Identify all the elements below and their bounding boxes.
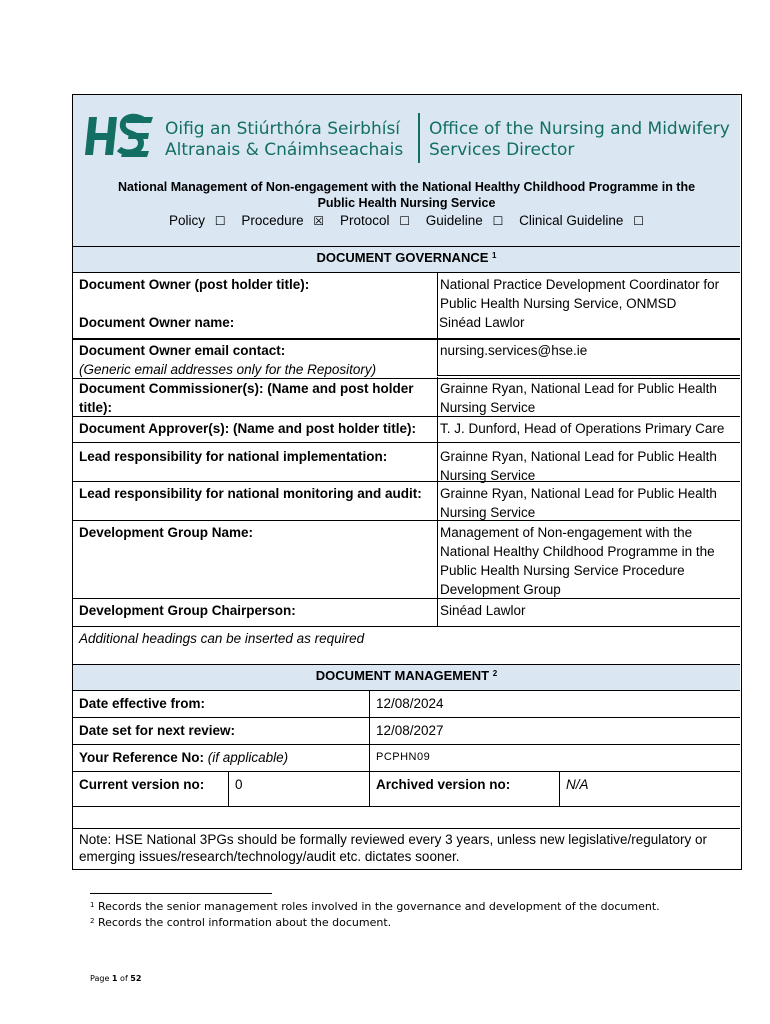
governance-row: Lead responsibility for national implementation: Grainne Ryan, National Lead for Public Health Nursing Service <box>73 443 740 482</box>
governance-heading: DOCUMENT GOVERNANCE $^1$ <box>73 247 740 273</box>
review-note: Note: HSE National 3PGs should be formally reviewed every 3 years, unless new legislative/regulatory or emerging issues/research/technology/audit etc. dictates sooner. <box>79 832 708 864</box>
governance-row: Development Group Chairperson: Sinéad Lawlor <box>73 599 740 627</box>
next-review-row: Date set for next review: 12/08/2027 <box>73 718 740 745</box>
date-effective-row: Date effective from: 12/08/2024 <box>73 691 740 718</box>
page-number: Page 1 of 52 <box>90 974 142 983</box>
document-title: National Management of Non-engagement with the National Healthy Childhood Programme in the Public Health Nursing Service <box>117 180 696 210</box>
governance-row: Development Group Name: Management of Non-engagement with the National Healthy Childhood Programme in the Public Health Nursing Service Procedure Development Group <box>73 521 740 599</box>
footnote-divider <box>90 893 272 894</box>
procedure-checkbox: ☒ <box>313 214 325 228</box>
type-protocol: Protocol ☐ <box>339 213 410 228</box>
blank-row <box>73 807 740 829</box>
version-row: Current version no: 0 Archived version no: N/A <box>73 772 740 807</box>
governance-row: Lead responsibility for national monitoring and audit: Grainne Ryan, National Lead for Public Health Nursing Service <box>73 482 740 521</box>
governance-row: Document Commissioner(s): (Name and post holder title): Grainne Ryan, National Lead for Public Health Nursing Service <box>73 377 740 417</box>
logo-divider <box>418 113 420 163</box>
governance-row: Document Approver(s): (Name and post holder title): T. J. Dunford, Head of Operations Primary Care <box>73 417 740 443</box>
type-procedure: Procedure ☒ <box>241 213 325 228</box>
governance-row: Document Owner (post holder title): National Practice Development Coordinator for Public Health Nursing Service, ONMSD <box>73 273 740 339</box>
governance-row: Document Owner name: Sinéad Lawlor <box>73 311 740 339</box>
additional-headings-note: Additional headings can be inserted as required <box>73 627 740 665</box>
guideline-checkbox: ☐ <box>492 214 504 228</box>
type-clinical-guideline: Clinical Guideline ☐ <box>519 213 644 228</box>
reference-row: Your Reference No: (if applicable) PCPHN09 <box>73 745 740 772</box>
type-policy: Policy ☐ <box>169 213 226 228</box>
policy-checkbox: ☐ <box>214 214 226 228</box>
protocol-checkbox: ☐ <box>399 214 410 228</box>
governance-row: Document Owner email contact: (Generic email addresses only for the Repository) nursing.services@hse.ie <box>73 339 740 379</box>
document-type-options <box>83 213 730 229</box>
logo-irish-text: Oifig an Stiúrthóra Seirbhísí Altranais & Cnáimhseachais <box>165 119 404 160</box>
document-header <box>73 95 740 247</box>
footnote-2: $^2$ Records the control information about the document. <box>90 916 392 929</box>
logo-english-text: Office of the Nursing and Midwifery Services Director <box>429 119 730 160</box>
footnote-1: $^1$ Records the senior management roles involved in the governance and development of the document. <box>90 900 660 913</box>
management-heading: DOCUMENT MANAGEMENT $^2$ <box>73 665 740 691</box>
clinical-guideline-checkbox: ☐ <box>633 214 644 228</box>
hse-logo-icon <box>83 109 155 163</box>
type-guideline: Guideline ☐ <box>425 213 504 228</box>
document-frame <box>72 94 742 870</box>
